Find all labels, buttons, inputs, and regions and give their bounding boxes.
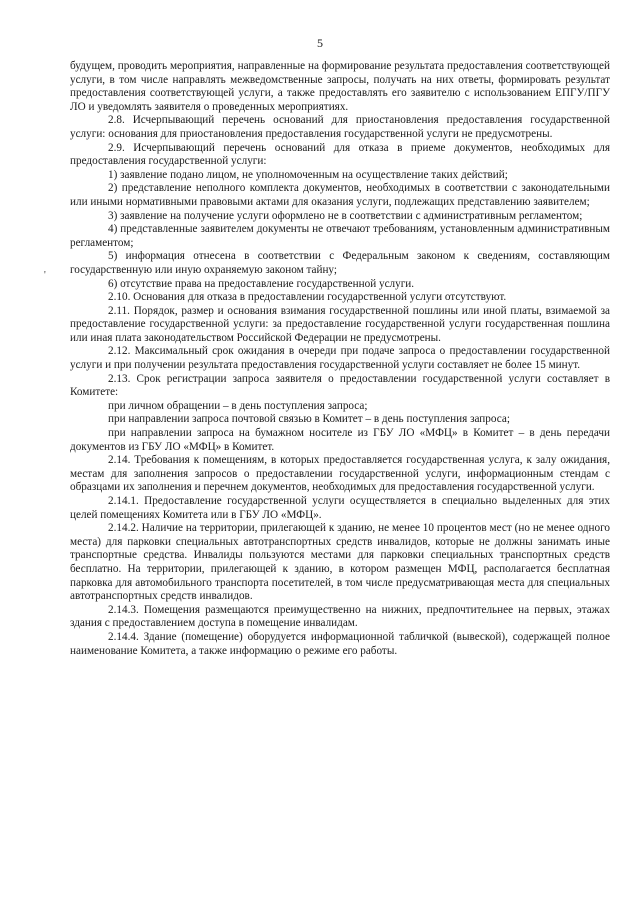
- paragraph-2-9: 2.9. Исчерпывающий перечень оснований для отказа в приеме документов, необходимых для предоставления государственной услуги:: [70, 141, 610, 168]
- paragraph-2-14-4: 2.14.4. Здание (помещение) оборудуется информационной табличкой (вывеской), содержащей полное наименование Комитета, а также информацию о режиме его работы.: [70, 630, 610, 657]
- paragraph-2-11: 2.11. Порядок, размер и основания взимания государственной пошлины или иной платы, взимаемой за предоставление государственной услуги: за предоставление государственной услуги государственная пошлина или иная плата законодательством Российской Федерации не предусмотрены.: [70, 304, 610, 344]
- list-item-2: 2) представление неполного комплекта документов, необходимых в соответствии с законодательными или иными нормативными правовыми актами для оказания услуги, подлежащих представлению заявителем;: [70, 182, 610, 208]
- list-item-6: 6) отсутствие права на предоставление государственной услуги.: [108, 277, 415, 290]
- paragraph-2-14: 2.14. Требования к помещениям, в которых предоставляется государственная услуга, к залу ожидания, местам для заполнения запросов о предоставлении государственной услуги, информационным стендам с образцами их заполнения и перечнем документов, необходимых для предоставления государственной услуги.: [70, 454, 610, 494]
- paragraph-2-14-3: 2.14.3. Помещения размещаются преимущественно на нижних, предпочтительнее на первых, этажах здания с предоставлением доступа в помещение инвалидам.: [70, 603, 610, 630]
- paragraph-continuation: будущем, проводить мероприятия, направленные на формирование результата предоставления соответствующей услуги, в том числе направлять межведомственные запросы, получать на них ответы, формировать результат предоставления соответствующей услуги, а также предоставлять его заявителю с использованием ЕПГУ/ПГУ ЛО и уведомлять заявителя о проведенных мероприятиях.: [70, 60, 610, 113]
- registration-item-3: при направлении запроса на бумажном носителе из ГБУ ЛО «МФЦ» в Комитет – в день передачи документов из ГБУ ЛО «МФЦ» в Комитет.: [70, 427, 610, 453]
- paragraph-2-10: 2.10. Основания для отказа в предоставлении государственной услуги отсутствуют.: [108, 291, 507, 304]
- paragraph-2-14-1: 2.14.1. Предоставление государственной услуги осуществляется в специально выделенных для этих целей помещениях Комитета или в ГБУ ЛО «МФЦ».: [70, 495, 610, 521]
- list-item-5: 5) информация отнесена в соответствии с Федеральным законом к сведениям, составляющим государственную или иную охраняемую законом тайну;: [70, 250, 610, 276]
- list-item-4: 4) представленные заявителем документы не отвечают требованиям, установленным административным регламентом;: [70, 223, 610, 249]
- stray-mark: ': [44, 270, 46, 281]
- document-body: [70, 60, 610, 658]
- paragraph-2-12: 2.12. Максимальный срок ожидания в очереди при подаче запроса о предоставлении государственной услуги и при получении результата предоставления государственной услуги составляет не более 15 минут.: [70, 345, 610, 372]
- paragraph-2-8: 2.8. Исчерпывающий перечень оснований для приостановления предоставления государственной услуги: основания для приостановления предоставления государственной услуги не предусмотрены.: [70, 114, 610, 140]
- paragraph-2-14-2: 2.14.2. Наличие на территории, прилегающей к зданию, не менее 10 процентов мест (но не менее одного места) для парковки специальных автотранспортных средств инвалидов, которые не должны занимать иные транспортные средства. Инвалиды пользуются местами для парковки специальных транспортных средств бесплатно. На территории, прилегающей к зданию, в котором размещен МФЦ, располагается бесплатная парковка для автомобильного транспорта посетителей, в том числе предусматривающая места для специальных автотранспортных средств инвалидов.: [70, 522, 610, 603]
- registration-item-2: при направлении запроса почтовой связью в Комитет – в день поступления запроса;: [108, 413, 510, 426]
- paragraph-2-13: 2.13. Срок регистрации запроса заявителя о предоставлении государственной услуги составляет в Комитете:: [70, 372, 610, 399]
- list-item-3: 3) заявление на получение услуги оформлено не в соответствии с административным регламентом;: [108, 209, 583, 222]
- page-number: 5: [317, 36, 323, 50]
- list-item-1: 1) заявление подано лицом, не уполномоченным на осуществление таких действий;: [108, 168, 508, 181]
- registration-item-1: при личном обращении – в день поступления запроса;: [108, 399, 368, 412]
